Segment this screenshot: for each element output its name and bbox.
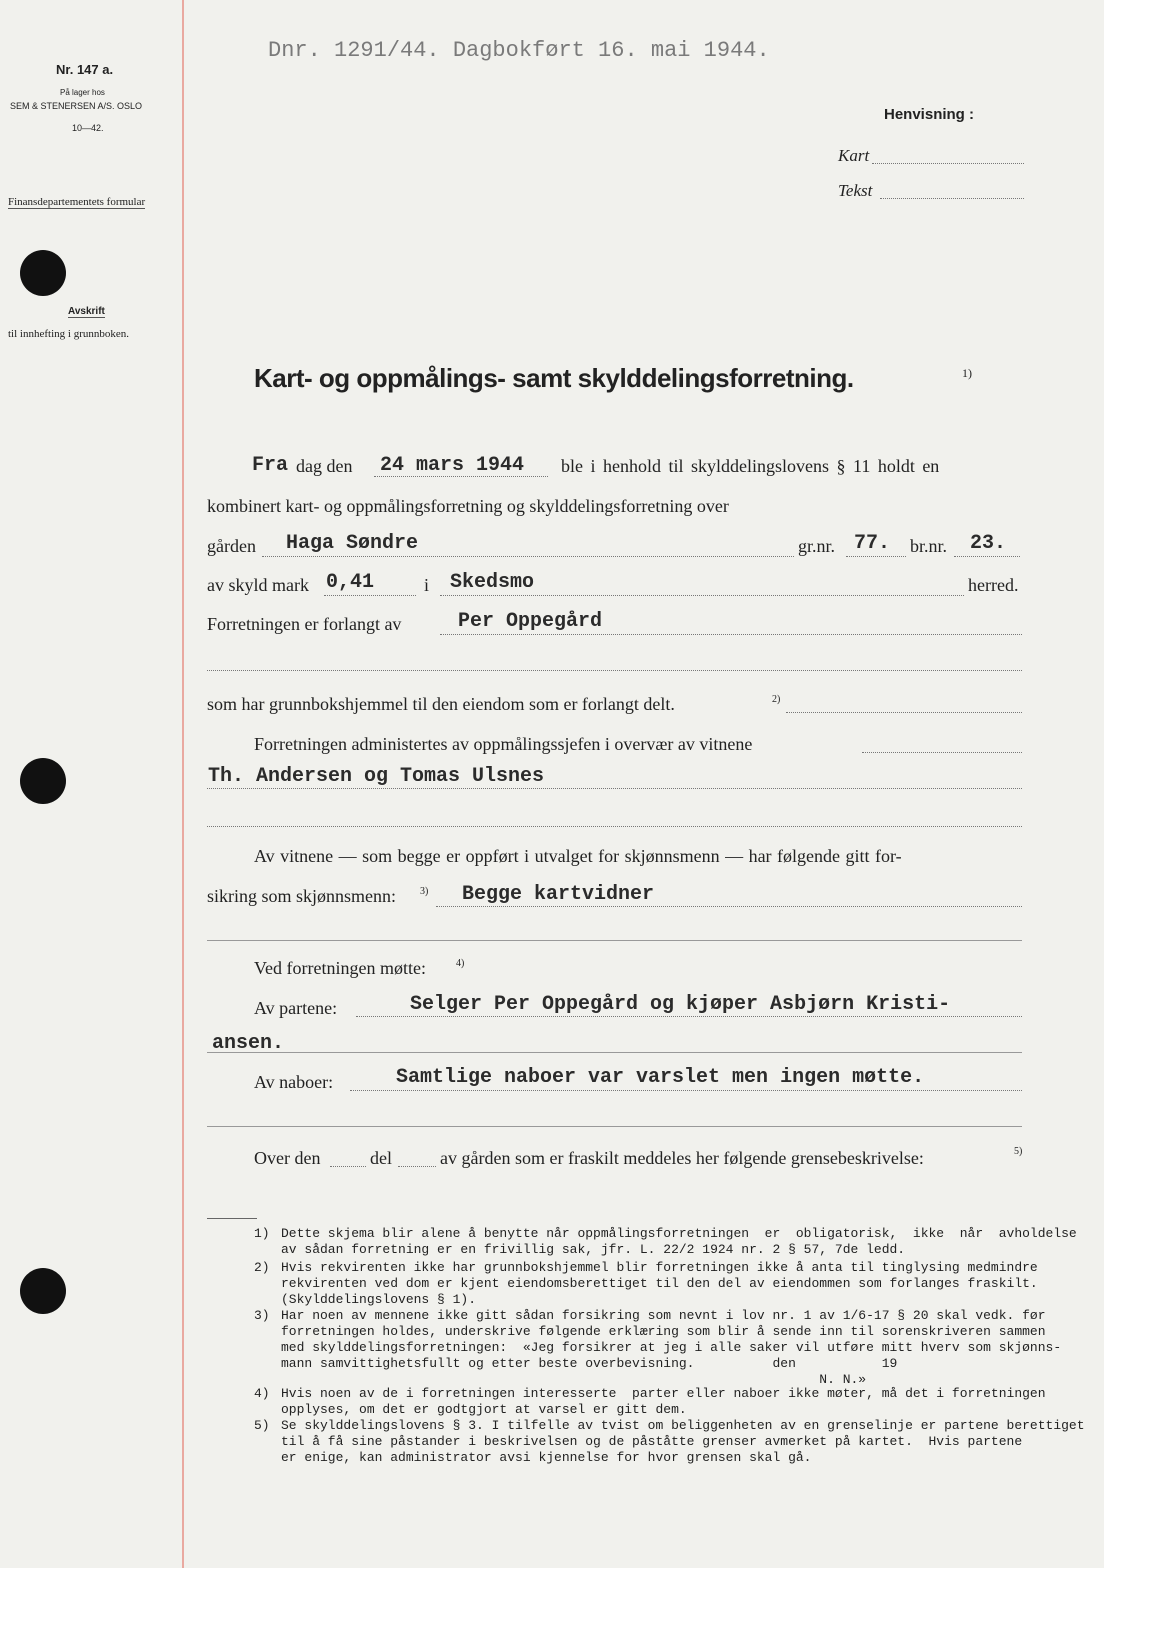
footnote-text: Dette skjema blir alene å benytte når oppmålingsforretningen er obligatorisk, ikke når avholdelse av sådan forretning er en frivillig sak, jfr. L. 22/2 1924 nr. 2 § 57, 7de ledd. bbox=[281, 1226, 1077, 1257]
neighbours-line bbox=[350, 1090, 1022, 1091]
farm-label: gården bbox=[207, 536, 256, 556]
blank-line bbox=[207, 940, 1022, 941]
copy-note: til innhefting i grunnboken. bbox=[8, 328, 129, 340]
form-owner: Finansdepartementets formular bbox=[8, 196, 146, 208]
part-label: del bbox=[370, 1148, 392, 1168]
tax-line bbox=[324, 595, 416, 596]
text-line bbox=[880, 198, 1024, 199]
punch-hole bbox=[20, 250, 66, 296]
footnote-mark: 5) bbox=[1014, 1146, 1023, 1157]
assurance-line bbox=[436, 906, 1022, 907]
gnr-label: gr.nr. bbox=[798, 536, 836, 556]
farm-value: Haga Søndre bbox=[286, 532, 419, 555]
title-footnote-mark: 1) bbox=[962, 366, 972, 380]
footnote-separator bbox=[207, 1218, 257, 1219]
bnr-value: 23. bbox=[970, 532, 1007, 555]
form-date: 10—42. bbox=[72, 123, 104, 133]
footnote-text: Hvis noen av de i forretningen interesserte parter eller naboer ikke møter, må det i forretningen opplyses, om det er godtgjort at varsel er gitt dem. bbox=[281, 1386, 1046, 1417]
bnr-label: br.nr. bbox=[910, 536, 948, 556]
portion-line bbox=[330, 1166, 366, 1167]
district-value: Skedsmo bbox=[450, 571, 535, 594]
blank-line bbox=[786, 712, 1022, 713]
parties-value-cont: ansen. bbox=[212, 1032, 285, 1055]
farm-line bbox=[262, 556, 794, 557]
blank-line bbox=[862, 752, 1022, 753]
parties-label: Av partene: bbox=[254, 998, 338, 1018]
footnote-mark: 3) bbox=[420, 886, 429, 897]
tax-value: 0,41 bbox=[326, 571, 375, 594]
reference-label: Henvisning : bbox=[884, 106, 975, 123]
footnote-mark: 1) bbox=[254, 1226, 270, 1241]
footnote-mark: 3) bbox=[254, 1308, 270, 1323]
footnote-mark: 2) bbox=[254, 1260, 270, 1275]
day-label: dag den bbox=[296, 456, 353, 476]
publisher-name: SEM & STENERSEN A/S. OSLO bbox=[10, 101, 143, 111]
day-value: Fra bbox=[252, 454, 289, 477]
footnote-text: Se skylddelingslovens § 3. I tilfelle av tvist om beliggenheten av en grenselinje er partene berettiget til å få sine påstander i beskrivelsen og de påståtte grenser avmerket på kartet. Hvis partene er enige, kan administrator avsi kjennelse for hvor grensen skal gå. bbox=[281, 1418, 1085, 1465]
requested-value: Per Oppegård bbox=[458, 610, 603, 633]
paragraph-text: sikring som skjønnsmenn: bbox=[207, 886, 397, 906]
footnote-text: Hvis rekvirenten ikke har grunnbokshjemmel blir forretningen ikke å anta til tinglysing medmindre rekvirenten ved dom er kjent eiendomsberettiget til den del av eiendommen som forlanges fraskilt. (Skylddelingslovens § 1). bbox=[281, 1260, 1038, 1307]
punch-hole bbox=[20, 1268, 66, 1314]
witnesses-value: Th. Andersen og Tomas Ulsnes bbox=[208, 765, 545, 788]
assurance-value: Begge kartvidner bbox=[462, 883, 655, 906]
publisher-line: På lager hos bbox=[60, 88, 105, 97]
requested-label: Forretningen er forlangt av bbox=[207, 614, 402, 634]
text-label: Tekst bbox=[838, 181, 873, 200]
paragraph-text: som har grunnbokshjemmel til den eiendom som er forlangt delt. bbox=[207, 694, 675, 714]
footnote-mark: 2) bbox=[772, 694, 781, 705]
footnote-text: Har noen av mennene ikke gitt sådan forsikring som nevnt i lov nr. 1 av 1/6-17 § 20 skal vedk. før forretningen holdes, underskrive følgende erklæring som blir å sende inn til sorenskriveren sammen med skylddelingsforretningen: «Jeg forsikrer at jeg i alle saker vil utføre mitt hverv som skjønns- mann samvittighetsfullt og etter beste overbevisning. den 19 N. N.» bbox=[281, 1308, 1062, 1387]
paragraph-text: kombinert kart- og oppmålingsforretning og skylddelingsforretning over bbox=[207, 496, 729, 516]
document-title: Kart- og oppmålings- samt skylddelingsforretning. bbox=[254, 363, 854, 393]
neighbours-label: Av naboer: bbox=[254, 1072, 334, 1092]
margin-rule bbox=[182, 0, 184, 1568]
parties-value: Selger Per Oppegård og kjøper Asbjørn Kristi- bbox=[410, 993, 951, 1016]
portion-label: Over den bbox=[254, 1148, 321, 1168]
gnr-line bbox=[846, 556, 906, 557]
punch-hole bbox=[20, 758, 66, 804]
district-label: herred. bbox=[968, 575, 1019, 595]
diary-number: Dnr. 1291/44. Dagbokført 16. mai 1944. bbox=[268, 38, 770, 63]
blank-line bbox=[207, 826, 1022, 827]
map-line bbox=[872, 163, 1024, 164]
blank-line bbox=[207, 1126, 1022, 1127]
witnesses-line bbox=[207, 788, 1022, 789]
in-label: i bbox=[424, 575, 430, 595]
attended-label: Ved forretningen møtte: bbox=[254, 958, 426, 978]
neighbours-value: Samtlige naboer var varslet men ingen møtte. bbox=[396, 1066, 925, 1089]
footnote-mark: 5) bbox=[254, 1418, 270, 1433]
paragraph-text: ble i henhold til skylddelingslovens § 11 holdt en bbox=[561, 456, 940, 476]
tax-label: av skyld mark bbox=[207, 575, 309, 595]
date-value: 24 mars 1944 bbox=[380, 454, 525, 477]
footnote-mark: 4) bbox=[456, 958, 465, 969]
map-label: Kart bbox=[838, 146, 870, 165]
copy-label: Avskrift bbox=[68, 306, 105, 317]
paragraph-text: av gården som er fraskilt meddeles her følgende grensebeskrivelse: bbox=[440, 1148, 924, 1168]
paragraph-text: Forretningen administertes av oppmålingssjefen i overvær av vitnene bbox=[254, 734, 753, 754]
blank-line bbox=[207, 670, 1022, 671]
paragraph-text: Av vitnene — som begge er oppført i utvalget for skjønnsmenn — har følgende gitt for- bbox=[254, 846, 902, 866]
gnr-value: 77. bbox=[854, 532, 891, 555]
district-line bbox=[440, 595, 964, 596]
requested-line bbox=[440, 634, 1022, 635]
bnr-line bbox=[954, 556, 1020, 557]
part-line bbox=[398, 1166, 436, 1167]
form-number: Nr. 147 a. bbox=[56, 62, 114, 77]
parties-line bbox=[356, 1016, 1022, 1017]
parties-line-2 bbox=[207, 1052, 1022, 1053]
footnote-mark: 4) bbox=[254, 1386, 270, 1401]
